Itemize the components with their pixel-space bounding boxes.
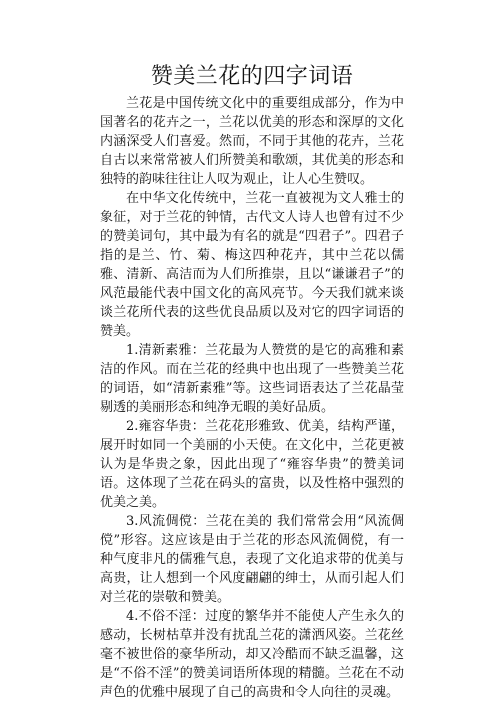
paragraph-intro: 兰花是中国传统文化中的重要组成部分，作为中国著名的花卉之一，兰花以优美的形态和深厚的文化内涵深受人们喜爱。然而，不同于其他的花卉，兰花自古以来常常被人们所赞美和歌颂，其优美的形态和独特的韵味往往让人叹为观止，让人心生赞叹。 (100, 96, 404, 187)
paragraph-item-2: 2.雍容华贵：兰花花形雅致、优美，结构严谨，展开时如同一个美丽的小天使。在文化中，兰花更被认为是华贵之象，因此出现了“雍容华贵”的赞美词语。这体现了兰花在码头的富贵，以及性格中强烈的优美之美。 (100, 419, 404, 510)
paragraph-item-3: 3.风流倜傥：兰花在美的 我们常常会用“风流倜傥”形容。这应该是由于兰花的形态风流倜傥，有一种气度非凡的儒雅气息，表现了文化追求带的优美与高贵，让人想到一个风度翩翩的绅士，从而引起人们对兰花的崇敬和赞美。 (100, 514, 404, 605)
document-title: 赞美兰花的四字词语 (150, 64, 354, 89)
paragraph-item-1: 1.清新素雅：兰花最为人赞赏的是它的高雅和素洁的作风。而在兰花的经典中也出现了一些赞美兰花的词语，如“清新素雅”等。这些词语表达了兰花晶莹剔透的美丽形态和纯净无暇的美好品质。 (100, 343, 404, 415)
paragraph-four-gentlemen: 在中华文化传统中，兰花一直被视为文人雅士的象征，对于兰花的钟情，古代文人诗人也曾有过不少的赞美词句，其中最为有名的就是“四君子”。四君子指的是兰、竹、菊、梅这四种花卉，其中兰花以儒雅、清新、高洁而为人们所推崇，且以“谦谦君子”的风范最能代表中国文化的高风亮节。今天我们就来谈谈兰花所代表的这些优良品质以及对它的四字词语的赞美。 (100, 191, 404, 339)
paragraph-item-4: 4.不俗不淫：过度的繁华并不能使人产生永久的感动，长树枯草并没有扰乱兰花的潇洒风姿。兰花丝毫不被世俗的豪华所动，却又冷酷而不缺乏温馨，这是“不俗不淫”的赞美词语所体现的精髓。兰花在不动声色的优雅中展现了自己的高贵和令人向往的灵魂。 (100, 609, 404, 700)
